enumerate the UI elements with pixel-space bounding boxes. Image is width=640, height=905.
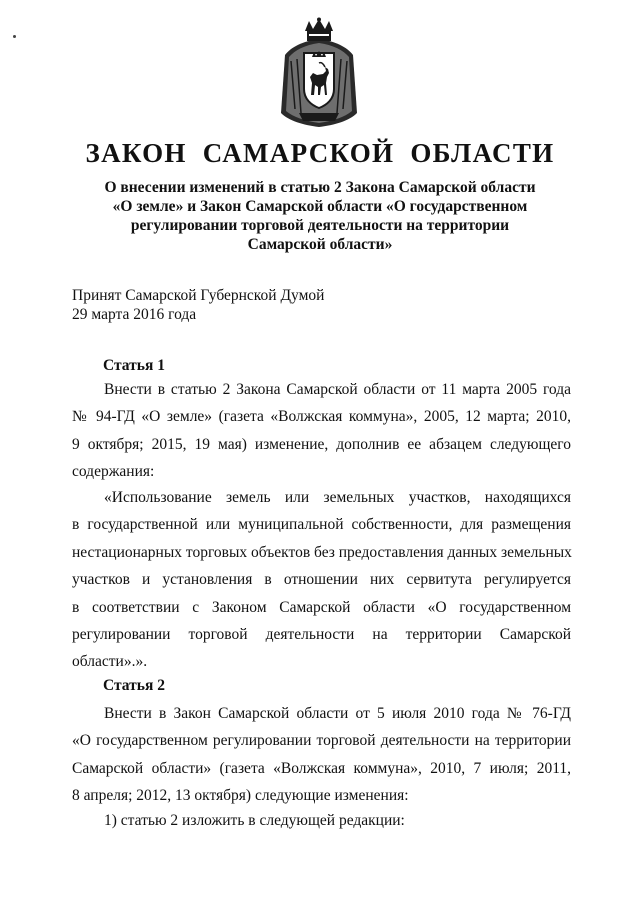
text-line: Внести в Закон Самарской области от 5 июля 2010 года № 76-ГД (104, 705, 571, 722)
article-1-paragraph-1 (72, 376, 571, 486)
text-line: Самарской области» (газета «Волжская коммуна», 2010, 7 июля; 2011, (72, 759, 571, 777)
law-subtitle (90, 178, 550, 254)
article-1-paragraph-2 (72, 484, 571, 676)
law-title: ЗАКОН САМАРСКОЙ ОБЛАСТИ (85, 138, 555, 168)
scan-speck (13, 35, 16, 38)
text-line: в соответствии с Законом Самарской области «О государственном (72, 598, 571, 616)
text-line: «Использование земель или земельных участков, находящихся (104, 489, 571, 506)
article-2-heading: Статья 2 (103, 677, 165, 694)
text-line: в государственной или муниципальной собственности, для размещения (72, 516, 571, 534)
text-line: участков и установления в отношении них сервитута регулируется (72, 571, 571, 589)
adoption-note (72, 286, 324, 324)
text-line: области».». (72, 653, 148, 671)
text-line: 9 октября; 2015, 19 мая) изменение, дополнив ее абзацем следующего (72, 435, 571, 453)
text-line: регулировании торговой деятельности на территории Самарской (72, 625, 571, 643)
text-line: 8 апреля; 2012, 13 октября) следующие изменения: (72, 787, 409, 805)
article-1-heading: Статья 1 (103, 357, 165, 374)
adoption-line: 29 марта 2016 года (72, 306, 197, 323)
subtitle-line: Самарской области» (247, 236, 393, 253)
text-line: содержания: (72, 463, 155, 481)
text-line: Внести в статью 2 Закона Самарской области от 11 марта 2005 года (104, 381, 571, 398)
article-2-item-1: 1) статью 2 изложить в следующей редакции: (104, 812, 405, 829)
samara-coat-of-arms-icon (277, 17, 361, 129)
subtitle-line: О внесении изменений в статью 2 Закона Самарской области (104, 179, 536, 196)
text-line: «О государственном регулировании торговой деятельности на территории (72, 732, 571, 750)
subtitle-line: регулировании торговой деятельности на территории (130, 217, 510, 234)
subtitle-line: «О земле» и Закон Самарской области «О государственном (112, 198, 528, 215)
text-line: № 94-ГД «О земле» (газета «Волжская коммуна», 2005, 12 марта; 2010, (72, 408, 571, 426)
adoption-line: Принят Самарской Губернской Думой (72, 287, 325, 304)
article-2-paragraph-1 (72, 700, 571, 810)
text-line: нестационарных торговых объектов без предоставления данных земельных (72, 543, 572, 561)
